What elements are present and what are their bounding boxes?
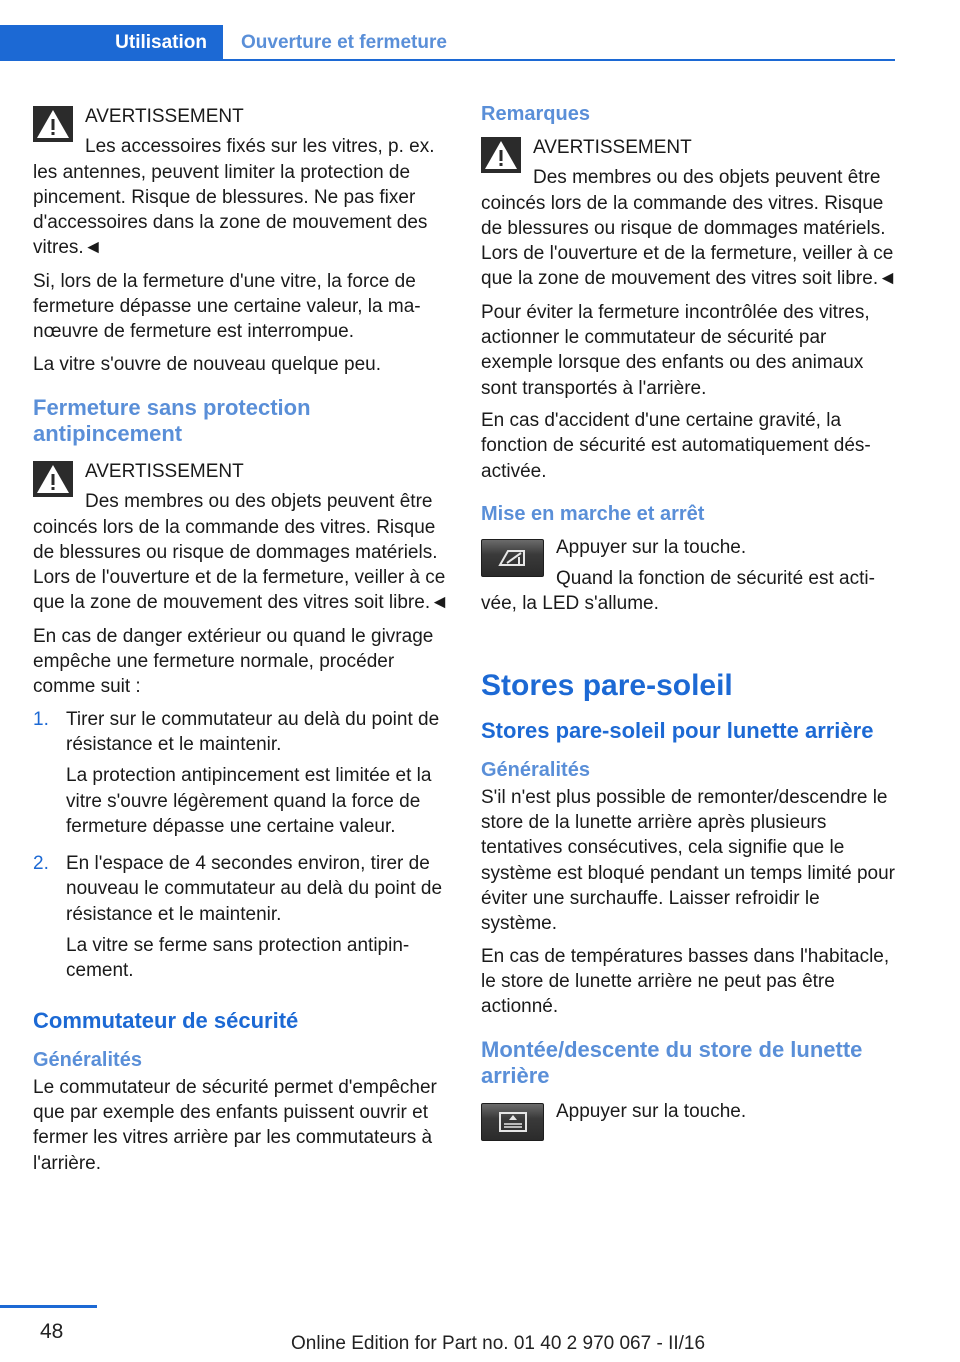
- section-heading: Commutateur de sécurité: [33, 1007, 299, 1033]
- paragraph: Pour éviter la fermeture incontrôlée des vitres, actionner le commutateur de sécurité par exemple lorsque des enfants ou des animaux sont transportés à l'arrière.: [481, 301, 870, 399]
- footer-accent-bar: [0, 1305, 97, 1308]
- paragraph: S'il n'est plus possible de remonter/descendre le store de la lunette arrière après plusieurs tentatives consécutives, cela signifie que le système est bloqué pendant un temps limité pour éviter une surchauffe. Laisser refroidir le système.: [481, 786, 896, 935]
- warning-icon: [33, 106, 73, 142]
- button-instruction: [481, 1099, 899, 1143]
- list-text: En l'espace de 4 secondes environ, tirer de nouveau le commutateur au delà du point de résistance et le maintenir.: [66, 853, 443, 925]
- tab-ouverture-fermeture[interactable]: Ouverture et fermeture: [241, 32, 447, 53]
- paragraph: La vitre s'ouvre de nouveau quelque peu.: [33, 353, 381, 375]
- list-note: La vitre se ferme sans protection antipincement.: [66, 935, 410, 982]
- list-number: 2.: [33, 853, 49, 875]
- paragraph: En cas de températures basses dans l'habitacle, le store de lunette arrière ne peut pas être actionné.: [481, 945, 890, 1018]
- warning-title: AVERTISSEMENT: [85, 106, 244, 127]
- sunblind-button-icon: [481, 1103, 544, 1141]
- edition-footer: Online Edition for Part no. 01 40 2 970 067 - II/16: [291, 1333, 706, 1354]
- warning-block: [33, 102, 451, 261]
- subsection-heading: Mise en marche et arrêt: [481, 502, 705, 525]
- subsection-heading: Remarques: [481, 103, 590, 125]
- button-instruction: [481, 535, 899, 624]
- subsection-heading: Généralités: [481, 758, 590, 781]
- paragraph: Le commutateur de sécurité permet d'empêcher que par exemple des enfants puissent ouvrir et fermer les vitres arrière par les commutateurs à l'arrière.: [33, 1076, 437, 1174]
- warning-icon: [33, 461, 73, 497]
- warning-text: Les accessoires fixés sur les vitres, p. ex. les antennes, peuvent limiter la protection de pincement. Risque de blessures. Ne pas fixer d'accessoires dans la zone de mouvement des vitres.◄: [33, 136, 435, 259]
- section-heading: Stores pare-soleil pour lunette arrière: [481, 717, 874, 743]
- warning-text: Des membres ou des objets peuvent être coincés lors de la commande des vitres. Risque de blessures ou risque de dommages matériels. Lors de l'ouverture et de la fermeture, veiller à ce que la zone de mouvement des vitres soit libre.◄: [481, 167, 897, 290]
- header-divider: [223, 59, 895, 61]
- list-item: [33, 851, 451, 989]
- warning-title: AVERTISSEMENT: [533, 137, 692, 158]
- section-heading: Fermeture sans protection antipincement: [33, 394, 311, 446]
- list-number: 1.: [33, 708, 49, 730]
- paragraph: En cas de danger extérieur ou quand le givrage empêche une fermeture normale, procéder comme suit :: [33, 625, 434, 698]
- subsection-heading: Généralités: [33, 1048, 142, 1071]
- warning-title: AVERTISSEMENT: [85, 460, 244, 482]
- paragraph: Si, lors de la fermeture d'une vitre, la force de fermeture dépasse une certaine valeur, la manœuvre de fermeture est interrompue.: [33, 270, 421, 343]
- rear-sunblind-icon: [496, 1109, 530, 1135]
- subsection-heading: Montée/descente du store de lunette arrière: [481, 1037, 863, 1089]
- button-instruction-text: Appuyer sur la touche.: [556, 536, 747, 558]
- list-note: La protection antipincement est limitée et la vitre s'ouvre légèrement quand la force de fermeture dépasse une certaine valeur.: [66, 765, 432, 837]
- warning-icon: [481, 137, 521, 173]
- page-number: 48: [40, 1320, 64, 1343]
- warning-text: Des membres ou des objets peuvent être coincés lors de la commande des vitres. Risque de blessures ou risque de dommages matériels. Lors de l'ouverture et de la fermeture, veiller à ce que la zone de mouvement des vitres soit libre.◄: [33, 491, 449, 614]
- button-instruction-text: Appuyer sur la touche.: [556, 1101, 747, 1123]
- warning-block: [33, 457, 451, 616]
- window-lock-icon: [496, 545, 530, 571]
- safety-switch-button-icon: [481, 539, 544, 577]
- paragraph: Quand la fonction de sécurité est activée, la LED s'allume.: [481, 568, 875, 615]
- list-text: Tirer sur le commutateur au delà du point de résistance et le maintenir.: [66, 708, 440, 755]
- paragraph: En cas d'accident d'une certaine gravité, la fonction de sécurité est automatiquement désactivée.: [481, 409, 871, 482]
- tab-utilisation[interactable]: Utilisation: [0, 25, 223, 61]
- list-item: [33, 707, 451, 845]
- right-column: [481, 102, 899, 1149]
- chapter-heading: Stores pare-soleil: [481, 668, 733, 702]
- warning-block: [481, 133, 899, 292]
- left-column: [33, 102, 451, 1183]
